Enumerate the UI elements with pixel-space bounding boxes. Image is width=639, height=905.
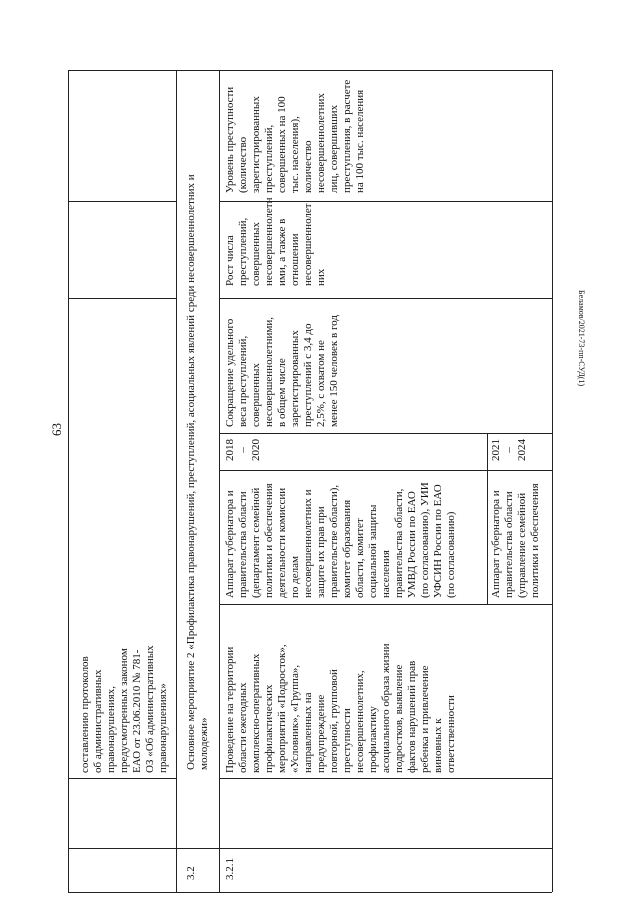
row-3-2-1-description-line: несовершеннолетних, [354,670,366,773]
row-3-2-1-indicator-line: (количество [237,136,249,193]
row-3-2-title-line: Основное мероприятие 2 «Профилактика правонарушений, преступлений, асоциальных явлений среди несовершеннолетних и [185,174,197,770]
row-3-2-1-executor-1 [224,482,458,598]
row-3-2-1-executor-1-line: правительства области, [393,488,405,598]
row-3-2-title [185,174,211,770]
row-3-2-1-indicator-line: тыс. населения), [289,116,301,193]
table-rule [552,70,553,892]
row-3-2-1-executor-2-line: правительства области [503,491,515,598]
row-3-2-1-years-1 [224,436,263,464]
row-3-2-1-description-line: предупреждение [315,694,327,773]
row-3-2-1-description-line: ответственности [445,695,457,773]
row-3-2-1-executor-1-line: политики и обеспечения [263,483,275,598]
row-3-2-1-indicator-line: преступлений, [263,124,275,193]
row-3-2-1-executor-1-line: деятельности комиссии [276,487,288,598]
row-3-2-1-expected-result-line: менее 150 человек в год [328,315,340,427]
row-3-2-1-consequences-line: Рост числа [224,235,236,286]
table-rule [219,604,552,605]
row-3-2-1-consequences-line: несовершеннолетн [263,197,275,286]
row-3-2-1-executor-2-line: (управление семейной [516,492,528,598]
row-3-2-1-description-line: преступности [341,708,353,773]
table-rule [68,70,552,71]
row-3-2-1-executor-1-line: УМВД России по ЕАО [406,491,418,598]
row-3-2-title-line: молодежи» [198,717,210,770]
row-3-2-1-expected-result-line: веса преступлений, [237,335,249,427]
row-3-2-1-consequences [224,198,328,286]
row-3-2-1-executor-1-line: несовершеннолетних и [302,489,314,598]
row-3-2-1-executor-1-line: социальной защиты [367,504,379,598]
row-3-2-1-consequences-line: несовершеннолет [302,203,314,286]
table-rule [68,848,552,849]
row-3-2-1-description-line: «Условник», «Группа», [289,664,301,773]
row-3-1-description-line: об административных [92,669,104,773]
row-3-2-1-description-line: профилактику [367,706,379,773]
table-rule [68,892,552,893]
table-rule [219,70,220,892]
row-3-2-1-expected-result-line: преступлений с 3,4 до [302,323,314,427]
row-3-2-1-description-line: виновных к [432,718,444,773]
row-3-2-1-expected-result-line: Сокращение удельного [224,318,236,427]
row-3-2-1-indicator-line: совершенных на 100 [276,96,288,193]
row-3-2-1-executor-1-line: правительстве области), [328,484,340,598]
table-rule [68,201,176,202]
table-rule [219,433,552,434]
row-3-2-1-indicator [224,80,367,193]
row-3-2-1-expected-result-line: несовершеннолетними, [263,317,275,427]
row-3-2-1-consequences-line: них [315,268,327,286]
row-3-2-1-description-line: повторной, групповой [328,669,340,773]
row-3-2-1-indicator-line: несовершеннолетних [315,93,327,193]
table-rule [487,433,488,604]
row-3-2-1-description-line: комплексно-оперативных [250,653,262,773]
table-rule [219,298,552,299]
row-3-2-1-executor-2-line: Аппарат губернатора и [490,490,502,598]
row-3-2-1-description-line: фактов нарушений прав [406,660,418,773]
row-3-2-1-description-line: ребенка и привлечение [419,665,431,773]
row-3-2-1-years-2-line: 2024 [516,439,528,461]
row-3-2-1-indicator-line: преступления, в расчете [341,79,353,193]
row-3-2-1-executor-2-line: политики и обеспечения [529,483,541,598]
row-3-2-1-indicator-line: зарегистрированных [250,96,262,193]
row-3-1-description-line: составлению протоколов [79,656,91,773]
row-3-2-1-expected-result-line: совершенных [250,363,262,427]
row-3-2-1-years-2 [490,436,529,464]
row-3-2-1-consequences-line: ими, а также в [276,218,288,286]
row-3-2-1-executor-1-line: (по согласованию) [445,511,457,598]
row-3-2-1-executor-1-line: правительства области [237,491,249,598]
row-3-2-1-executor-1-line: УФСИН России по ЕАО [432,484,444,598]
row-3-2-1-expected-result-line: в общем числе [276,358,288,427]
row-3-2-1-executor-1-line: (по согласованию), УИИ [419,482,431,598]
row-3-2-1-years-1-line: 2020 [250,439,262,461]
row-3-2-1-executor-1-line: населения [380,550,392,598]
row-3-2-1-description-line: Проведение на территории [224,646,236,773]
page-number: 63 [49,423,64,436]
row-3-2-1-expected-result [224,315,341,427]
row-3-2-1-executor-2 [490,483,542,598]
row-3-2-1-number: 3.2.1 [224,858,236,880]
row-3-2-1-years-2-line: – [503,447,515,453]
row-3-2-1-years-2-line: 2021 [490,439,502,461]
row-3-2-1-executor-1-line: области, комитет [354,518,366,598]
table-rule [219,470,552,471]
row-3-1-description-line: ЕАО от 23.06.2010 № 781- [131,649,143,773]
row-3-2-1-description-line: подростков, выявление [393,664,405,773]
row-3-2-1-consequences-line: отношении [289,233,301,286]
row-3-2-1-executor-1-line: комитет образования [341,499,353,598]
row-3-2-1-years-1-line: 2018 [224,439,236,461]
row-3-2-1-expected-result-line: зарегистрированных [289,330,301,427]
footer-code: Беламов/2021-73-пп-СУД(1) [577,290,586,387]
row-3-2-1-expected-result-line: 2,5%, с охватом не [315,340,327,427]
row-3-1-description [79,645,170,773]
row-3-2-1-consequences-line: преступлений, [237,217,249,286]
row-3-2-1-description-line: направленных на [302,692,314,773]
row-3-2-number: 3.2 [185,866,197,880]
table-rule [219,778,552,779]
table-rule [68,70,69,892]
row-3-2-1-description-line: мероприятий «Подросток», [276,644,288,773]
row-3-1-description-line: правонарушениях» [157,683,169,773]
table-rule [176,70,177,892]
row-3-2-1-years-1-line: – [237,447,249,453]
row-3-2-1-indicator-line: количество [302,140,314,193]
row-3-2-1-executor-1-line: (департамент семейной [250,487,262,598]
row-3-2-1-description-line: асоциального образа жизни [380,643,392,773]
row-3-2-1-executor-1-line: по делам [289,556,301,598]
row-3-1-description-line: ОЗ «Об административных [144,645,156,773]
row-3-2-1-description-line: области ежегодных [237,682,249,773]
row-3-2-1-indicator-line: на 100 тыс. населения [354,89,366,193]
row-3-2-1-description-line: профилактических [263,684,275,773]
row-3-2-1-consequences-line: совершенных [250,222,262,286]
row-3-2-1-indicator-line: Уровень преступности [224,86,236,193]
table-rule [68,778,176,779]
row-3-2-1-description [224,644,458,773]
row-3-2-1-executor-1-line: Аппарат губернатора и [224,490,236,598]
table-rule [68,298,176,299]
row-3-2-1-executor-1-line: защите их прав при [315,506,327,598]
row-3-1-description-line: предусмотренных законом [118,648,130,773]
row-3-1-description-line: правонарушениях, [105,686,117,773]
row-3-2-1-indicator-line: лиц, совершивших [328,104,340,193]
